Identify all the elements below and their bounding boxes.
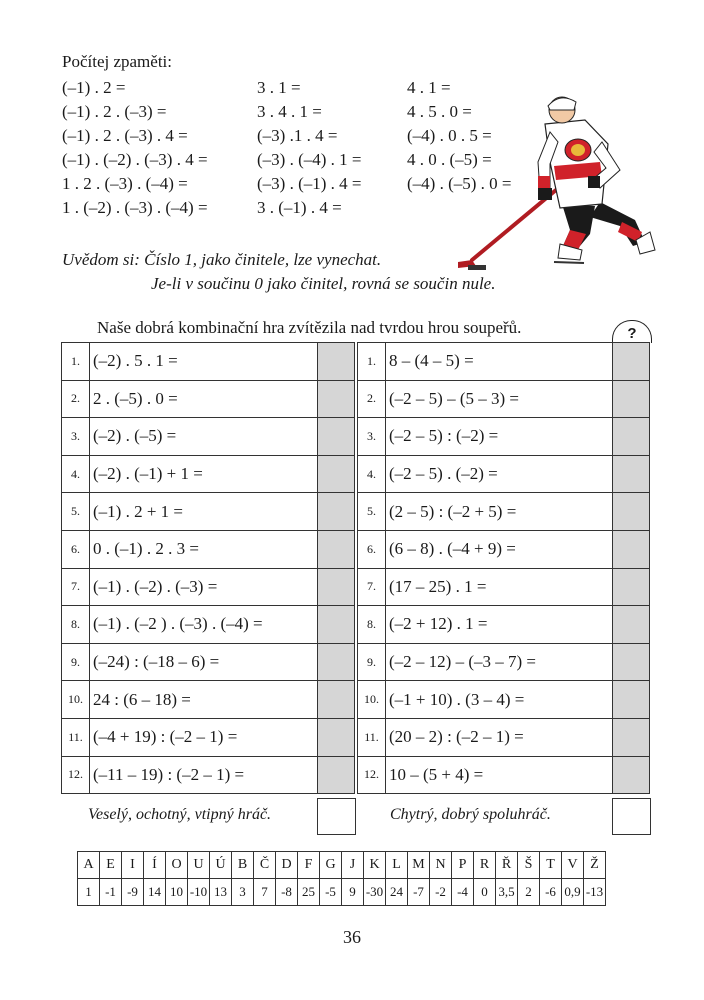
exercise-expression: 8 – (4 – 5) = [386, 343, 613, 381]
table-row [62, 455, 355, 493]
exercise-expression: (–1) . (–2) . (–3) = [90, 568, 318, 606]
answer-cell[interactable] [613, 756, 650, 794]
mental-item: 1 . (–2) . (–3) . (–4) = [62, 198, 208, 217]
answer-cell[interactable] [613, 380, 650, 418]
answer-cell[interactable] [318, 643, 355, 681]
answer-cell[interactable] [318, 756, 355, 794]
exercise-expression: (6 – 8) . (–4 + 9) = [386, 530, 613, 568]
key-letter: E [100, 852, 122, 879]
mental-item: (–3) . (–4) . 1 = [257, 150, 362, 169]
section-title: Počítej zpaměti: [62, 52, 172, 71]
note-line-2: Je-li v součinu 0 jako činitel, rovná se součin nule. [151, 274, 496, 293]
answer-cell[interactable] [613, 643, 650, 681]
exercise-expression: 0 . (–1) . 2 . 3 = [90, 530, 318, 568]
exercise-expression: (–2) . 5 . 1 = [90, 343, 318, 381]
row-number: 4. [358, 455, 386, 493]
exercise-expression: (–1 + 10) . (3 – 4) = [386, 681, 613, 719]
answer-cell[interactable] [318, 606, 355, 644]
key-value: 3 [232, 879, 254, 906]
key-value: -10 [188, 879, 210, 906]
table-row [62, 718, 355, 756]
key-value: -6 [540, 879, 562, 906]
answer-cell[interactable] [318, 681, 355, 719]
key-value: 2 [518, 879, 540, 906]
game-heading: Naše dobrá kombinační hra zvítězila nad tvrdou hrou soupeřů. [97, 318, 522, 337]
row-number: 8. [62, 606, 90, 644]
exercise-expression: (–11 – 19) : (–2 – 1) = [90, 756, 318, 794]
question-mark-badge: ? [612, 320, 652, 343]
answer-box-right[interactable] [612, 798, 651, 835]
row-number: 5. [358, 493, 386, 531]
exercise-expression: (–4 + 19) : (–2 – 1) = [90, 718, 318, 756]
exercise-expression: (–2 – 5) : (–2) = [386, 418, 613, 456]
table-row [62, 756, 355, 794]
table-row [358, 681, 650, 719]
answer-cell[interactable] [613, 530, 650, 568]
exercise-expression: (–2 – 5) . (–2) = [386, 455, 613, 493]
key-letter: R [474, 852, 496, 879]
answer-cell[interactable] [318, 718, 355, 756]
exercise-expression: 24 : (6 – 18) = [90, 681, 318, 719]
mental-item: (–1) . 2 = [62, 78, 126, 97]
key-letters-row [78, 852, 606, 879]
table-row [358, 643, 650, 681]
key-value: -30 [364, 879, 386, 906]
mental-item: (–4) . (–5) . 0 = [407, 174, 512, 193]
row-number: 12. [358, 756, 386, 794]
answer-cell[interactable] [318, 493, 355, 531]
exercise-expression: (–24) : (–18 – 6) = [90, 643, 318, 681]
key-letter: T [540, 852, 562, 879]
exercise-expression: (–1) . (–2 ) . (–3) . (–4) = [90, 606, 318, 644]
mental-item: 1 . 2 . (–3) . (–4) = [62, 174, 188, 193]
key-letter: L [386, 852, 408, 879]
key-value: -13 [584, 879, 606, 906]
answer-cell[interactable] [613, 343, 650, 381]
row-number: 6. [358, 530, 386, 568]
key-value: 24 [386, 879, 408, 906]
table-row [62, 380, 355, 418]
key-value: 7 [254, 879, 276, 906]
exercise-expression: (17 – 25) . 1 = [386, 568, 613, 606]
table-row [358, 455, 650, 493]
row-number: 3. [62, 418, 90, 456]
row-number: 2. [62, 380, 90, 418]
table-row [62, 568, 355, 606]
answer-cell[interactable] [613, 606, 650, 644]
table-row [358, 380, 650, 418]
table-row [358, 568, 650, 606]
mental-item: (–1) . (–2) . (–3) . 4 = [62, 150, 208, 169]
mental-item: 4 . 1 = [407, 78, 451, 97]
row-number: 2. [358, 380, 386, 418]
exercise-expression: (–2 – 5) – (5 – 3) = [386, 380, 613, 418]
key-letter: N [430, 852, 452, 879]
key-letter: V [562, 852, 584, 879]
exercise-expression: (2 – 5) : (–2 + 5) = [386, 493, 613, 531]
key-value: -5 [320, 879, 342, 906]
key-letter: I [122, 852, 144, 879]
row-number: 11. [358, 718, 386, 756]
key-value: 10 [166, 879, 188, 906]
row-number: 8. [358, 606, 386, 644]
key-letter: Ú [210, 852, 232, 879]
exercise-expression: (–2 – 12) – (–3 – 7) = [386, 643, 613, 681]
key-value: 14 [144, 879, 166, 906]
key-value: 0,9 [562, 879, 584, 906]
key-letter: K [364, 852, 386, 879]
key-value: -8 [276, 879, 298, 906]
answer-cell[interactable] [318, 418, 355, 456]
key-letter: D [276, 852, 298, 879]
key-value: -2 [430, 879, 452, 906]
key-value: -4 [452, 879, 474, 906]
key-letter: M [408, 852, 430, 879]
exercise-expression: (–2) . (–1) + 1 = [90, 455, 318, 493]
table-row [62, 493, 355, 531]
exercise-expression: (–2) . (–5) = [90, 418, 318, 456]
table-row [62, 343, 355, 381]
key-letter: Í [144, 852, 166, 879]
answer-cell[interactable] [318, 455, 355, 493]
exercise-expression: 10 – (5 + 4) = [386, 756, 613, 794]
mental-item: 4 . 5 . 0 = [407, 102, 472, 121]
row-number: 1. [358, 343, 386, 381]
key-value: 0 [474, 879, 496, 906]
key-value: -1 [100, 879, 122, 906]
key-letter: Ř [496, 852, 518, 879]
row-number: 3. [358, 418, 386, 456]
row-number: 12. [62, 756, 90, 794]
key-value: -7 [408, 879, 430, 906]
mental-item: (–3) .1 . 4 = [257, 126, 338, 145]
key-letter: O [166, 852, 188, 879]
table-row [62, 606, 355, 644]
row-number: 10. [62, 681, 90, 719]
answer-cell[interactable] [318, 530, 355, 568]
key-letter: U [188, 852, 210, 879]
answer-cell[interactable] [613, 493, 650, 531]
answer-cell[interactable] [613, 568, 650, 606]
answer-cell[interactable] [318, 343, 355, 381]
mental-item: (–1) . 2 . (–3) = [62, 102, 167, 121]
table-row [62, 418, 355, 456]
table-row [358, 343, 650, 381]
row-number: 11. [62, 718, 90, 756]
key-letter: B [232, 852, 254, 879]
mental-item: (–4) . 0 . 5 = [407, 126, 492, 145]
key-letter: J [342, 852, 364, 879]
exercise-expression: (20 – 2) : (–2 – 1) = [386, 718, 613, 756]
row-number: 7. [358, 568, 386, 606]
table-row [358, 606, 650, 644]
key-letter: F [298, 852, 320, 879]
key-value: 25 [298, 879, 320, 906]
table-row [358, 530, 650, 568]
exercise-table-left [61, 342, 355, 794]
table-row [62, 681, 355, 719]
table-row [358, 418, 650, 456]
row-number: 7. [62, 568, 90, 606]
mental-item: 3 . 1 = [257, 78, 301, 97]
row-number: 9. [358, 643, 386, 681]
page-number: 36 [343, 927, 361, 947]
mental-item: (–3) . (–1) . 4 = [257, 174, 362, 193]
answer-cell[interactable] [318, 380, 355, 418]
answer-cell[interactable] [613, 718, 650, 756]
row-number: 10. [358, 681, 386, 719]
answer-box-left[interactable] [317, 798, 356, 835]
footer-right-caption: Chytrý, dobrý spoluhráč. [390, 806, 551, 823]
exercise-expression: 2 . (–5) . 0 = [90, 380, 318, 418]
footer-left-caption: Veselý, ochotný, vtipný hráč. [88, 806, 272, 823]
key-letter: Ž [584, 852, 606, 879]
key-value: 1 [78, 879, 100, 906]
key-value: 3,5 [496, 879, 518, 906]
exercise-expression: (–1) . 2 + 1 = [90, 493, 318, 531]
mental-item: 4 . 0 . (–5) = [407, 150, 492, 169]
table-row [358, 718, 650, 756]
key-letter: A [78, 852, 100, 879]
key-letter: Š [518, 852, 540, 879]
key-values-row [78, 879, 606, 906]
mental-item: 3 . 4 . 1 = [257, 102, 322, 121]
row-number: 1. [62, 343, 90, 381]
table-row [62, 643, 355, 681]
note-line-1: Uvědom si: Číslo 1, jako činitele, lze vynechat. [62, 250, 382, 269]
answer-cell[interactable] [613, 681, 650, 719]
exercise-table-right [357, 342, 650, 794]
row-number: 9. [62, 643, 90, 681]
row-number: 6. [62, 530, 90, 568]
table-row [358, 756, 650, 794]
key-letter: Č [254, 852, 276, 879]
mental-item: (–1) . 2 . (–3) . 4 = [62, 126, 188, 145]
exercise-expression: (–2 + 12) . 1 = [386, 606, 613, 644]
answer-cell[interactable] [318, 568, 355, 606]
mental-item: 3 . (–1) . 4 = [257, 198, 342, 217]
answer-cell[interactable] [613, 418, 650, 456]
key-letter: P [452, 852, 474, 879]
row-number: 4. [62, 455, 90, 493]
answer-cell[interactable] [613, 455, 650, 493]
key-value: -9 [122, 879, 144, 906]
hockey-player-icon [450, 92, 665, 277]
key-letter: G [320, 852, 342, 879]
letter-key-table [77, 851, 606, 906]
table-row [62, 530, 355, 568]
key-value: 9 [342, 879, 364, 906]
key-value: 13 [210, 879, 232, 906]
row-number: 5. [62, 493, 90, 531]
table-row [358, 493, 650, 531]
